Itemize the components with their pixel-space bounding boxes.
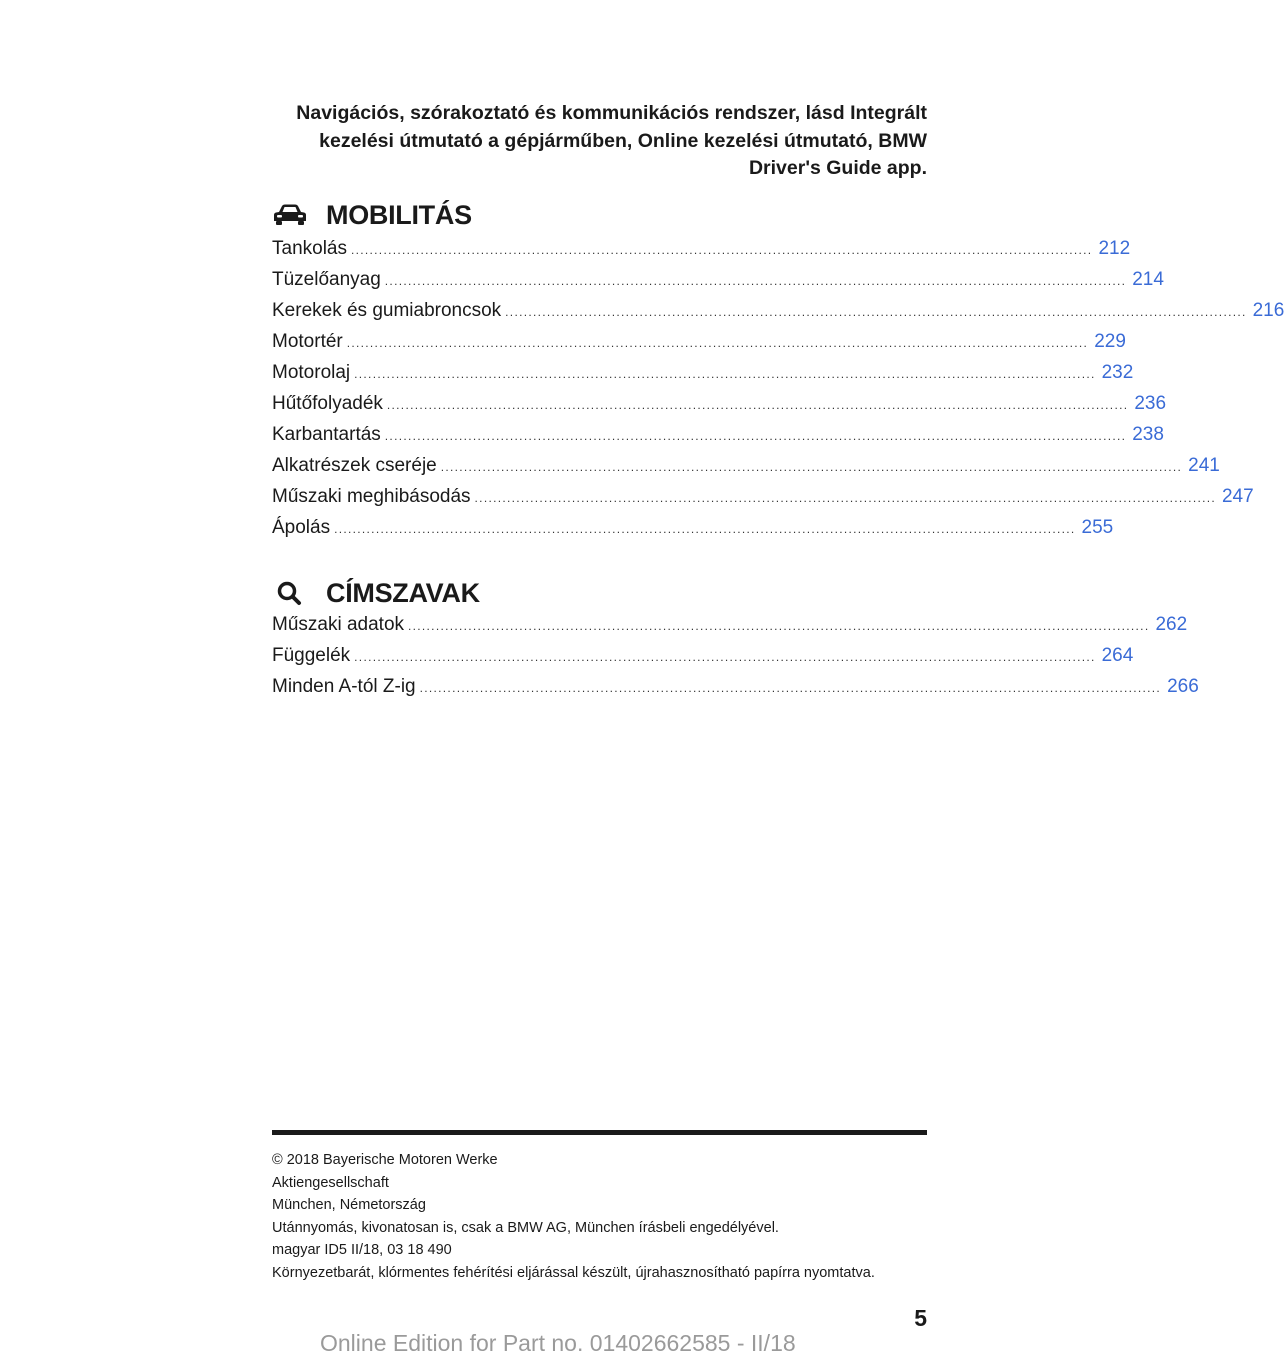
toc-page-link[interactable]: 238 [1132,424,1164,445]
toc-entry-label: Műszaki meghibásodás [272,486,471,507]
toc-page-link[interactable]: 232 [1101,362,1134,383]
toc-entry-label: Karbantartás [272,424,381,445]
toc-entry[interactable] [272,455,1220,486]
toc-page-link[interactable]: 236 [1134,393,1167,414]
intro-note [247,100,927,183]
toc-page-link[interactable]: 229 [1094,331,1126,352]
toc-page-link[interactable]: 214 [1132,269,1164,290]
toc-page-link[interactable]: 264 [1101,645,1134,666]
toc-entry[interactable] [272,424,1164,455]
imprint-line: magyar ID5 II/18, 03 18 490 [272,1242,452,1258]
section-title: CÍMSZAVAK [326,577,480,608]
imprint-line: Aktiengesellschaft [272,1174,389,1191]
toc-entry-label: Motortér [272,331,343,352]
toc-page-link[interactable]: 266 [1167,676,1199,697]
toc-entry[interactable] [272,676,1199,707]
search-icon [272,579,312,607]
toc-entry-label: Minden A-tól Z-ig [272,676,416,697]
toc-leader-dots: ................................................................................................................................................................ [474,491,1216,505]
toc-leader-dots: ................................................................................................................................................................ [384,274,1127,288]
car-icon [272,201,312,229]
imprint-line: Környezetbarát, klórmentes fehérítési eljárással készült, újrahasznosítható papírra nyomtatva. [272,1264,875,1281]
toc-entry-label: Kerekek és gumiabroncsok [272,300,502,321]
toc-leader-dots: ................................................................................................................................................................ [408,619,1150,633]
toc-entry-label: Alkatrészek cseréje [272,455,437,476]
toc-entry[interactable] [272,486,1254,517]
toc-entry-label: Motorolaj [272,362,351,383]
toc-entry[interactable] [272,614,1188,645]
toc-page-link[interactable]: 262 [1155,614,1188,635]
section-title: MOBILITÁS [326,199,472,230]
toc-leader-dots: ................................................................................................................................................................ [440,460,1183,474]
toc-leader-dots: ................................................................................................................................................................ [505,305,1247,319]
footer-divider [272,1130,927,1135]
toc-list-mobility [272,238,1284,548]
toc-leader-dots: ................................................................................................................................................................ [354,650,1096,664]
toc-entry[interactable] [272,238,1131,269]
toc-entry-label: Hűtőfolyadék [272,393,383,414]
toc-leader-dots: ................................................................................................................................................................ [354,367,1096,381]
toc-entry-label: Ápolás [272,517,331,538]
toc-entry[interactable] [272,300,1284,331]
imprint-line: München, Németország [272,1197,426,1213]
toc-leader-dots: ................................................................................................................................................................ [384,429,1127,443]
toc-entry[interactable] [272,645,1134,676]
toc-entry-label: Tüzelőanyag [272,269,381,290]
toc-leader-dots: ................................................................................................................................................................ [386,398,1129,412]
toc-page-link[interactable]: 216 [1252,300,1284,321]
toc-leader-dots: ................................................................................................................................................................ [419,681,1162,695]
intro-line: Driver's Guide app. [748,157,927,179]
toc-entry-label: Műszaki adatok [272,614,405,635]
toc-entry-label: Tankolás [272,238,347,259]
section-heading-keywords [272,576,927,610]
section-heading-mobility [272,198,927,232]
intro-line: kezelési útmutató a gépjárműben, Online kezelési útmutató, BMW [319,129,927,152]
toc-list-keywords [272,614,1199,707]
toc-leader-dots: ................................................................................................................................................................ [334,522,1076,536]
toc-entry[interactable] [272,269,1164,300]
toc-page-link[interactable]: 212 [1098,238,1131,259]
toc-entry[interactable] [272,517,1114,548]
toc-entry[interactable] [272,362,1134,393]
imprint-line: © 2018 Bayerische Motoren Werke [272,1152,498,1168]
toc-leader-dots: ................................................................................................................................................................ [351,243,1093,257]
toc-entry[interactable] [272,393,1167,424]
toc-page-link[interactable]: 241 [1188,455,1220,476]
toc-entry-label: Függelék [272,645,351,666]
watermark: Online Edition for Part no. 01402662585 - II/18 [320,1330,796,1356]
imprint-block [272,1149,932,1284]
imprint-line: Utánnyomás, kivonatosan is, csak a BMW AG, München írásbeli engedélyével. [272,1219,779,1236]
page-number: 5 [914,1305,927,1331]
toc-entry[interactable] [272,331,1126,362]
toc-page-link[interactable]: 255 [1081,517,1114,538]
intro-line: Navigációs, szórakoztató és kommunikációs rendszer, lásd Integrált [296,102,927,124]
toc-leader-dots: ................................................................................................................................................................ [346,336,1089,350]
toc-page-link[interactable]: 247 [1221,486,1254,507]
